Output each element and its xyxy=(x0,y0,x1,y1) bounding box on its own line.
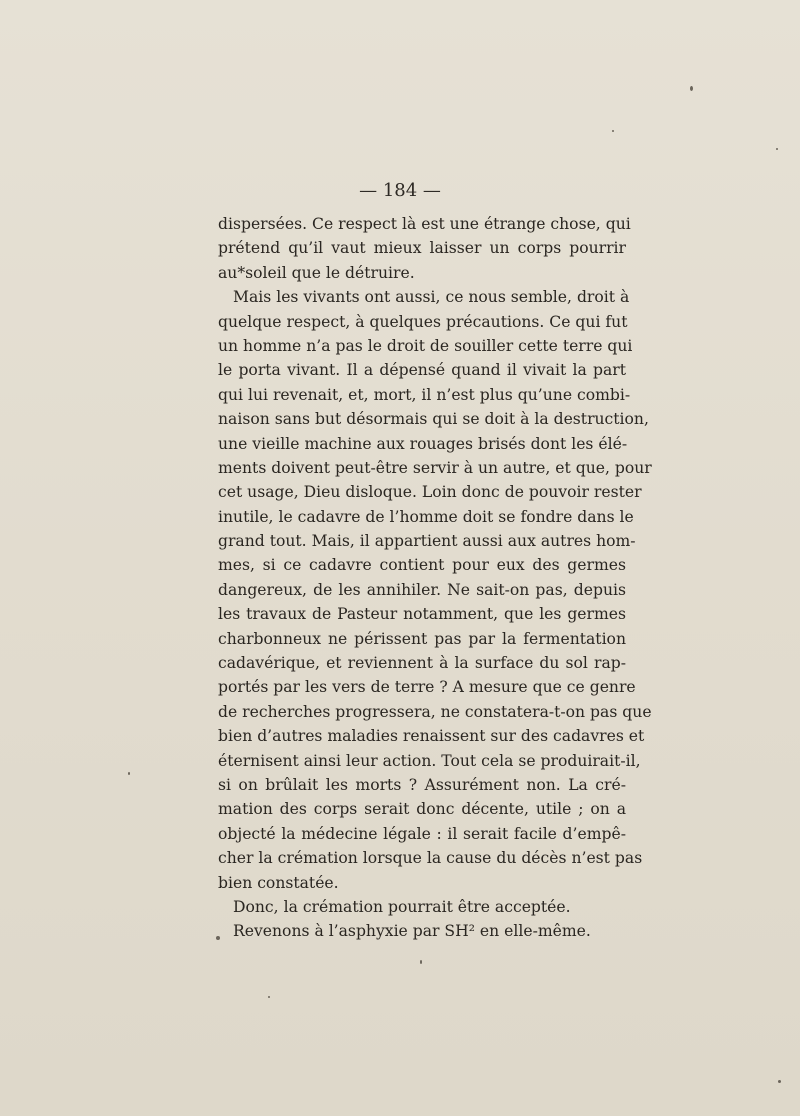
page-number: — 184 — xyxy=(359,180,441,201)
paper-speck xyxy=(216,936,220,940)
text-line: inutile, le cadavre de l’homme doit se fondre dans le xyxy=(218,507,634,526)
text-line: au*soleil que le détruire. xyxy=(218,263,415,282)
text-line: Mais les vivants ont aussi, ce nous semble, droit à xyxy=(233,288,630,307)
text-line: si on brûlait les morts ? Assurément non. La cré- xyxy=(218,775,626,794)
text-line: mes, si ce cadavre contient pour eux des germes xyxy=(218,556,626,575)
text-line: bien d’autres maladies renaissent sur des cadavres et xyxy=(218,727,645,746)
paper-speck xyxy=(776,148,778,150)
body-text xyxy=(218,212,652,944)
paper-speck xyxy=(128,772,130,775)
text-line: objecté la médecine légale : il serait facile d’empê- xyxy=(218,824,626,843)
text-line: dangereux, de les annihiler. Ne sait-on pas, depuis xyxy=(218,580,626,599)
text-line: de recherches progressera, ne constatera-t-on pas que xyxy=(218,702,652,721)
text-line: Donc, la crémation pourrait être acceptée. xyxy=(233,897,571,916)
text-line: cet usage, Dieu disloque. Loin donc de pouvoir rester xyxy=(218,483,642,502)
paper-speck xyxy=(420,960,422,964)
paper-speck xyxy=(690,86,693,91)
text-line: portés par les vers de terre ? A mesure que ce genre xyxy=(218,678,636,697)
text-line: naison sans but désormais qui se doit à la destruction, xyxy=(218,410,649,429)
text-line: prétend qu’il vaut mieux laisser un corps pourrir xyxy=(218,239,626,258)
text-line: quelque respect, à quelques précautions. Ce qui fut xyxy=(218,312,628,331)
text-line: un homme n’a pas le droit de souiller cette terre qui xyxy=(218,336,633,355)
text-line: grand tout. Mais, il appartient aussi aux autres hom- xyxy=(218,532,636,551)
text-line: les travaux de Pasteur notamment, que les germes xyxy=(218,605,626,624)
text-line: le porta vivant. Il a dépensé quand il vivait la part xyxy=(218,361,626,380)
text-line: cher la crémation lorsque la cause du décès n’est pas xyxy=(218,849,643,868)
text-line: une vieille machine aux rouages brisés dont les élé- xyxy=(218,434,628,453)
text-line: Revenons à l’asphyxie par SH² en elle-même. xyxy=(233,922,591,941)
paper-speck xyxy=(778,1080,781,1083)
paper-speck xyxy=(268,996,270,998)
text-line: qui lui revenait, et, mort, il n’est plus qu’une combi- xyxy=(218,385,631,404)
text-line: bien constatée. xyxy=(218,873,339,892)
text-line: mation des corps serait donc décente, utile ; on a xyxy=(218,800,626,819)
paper-speck xyxy=(612,130,614,132)
text-line: charbonneux ne périssent pas par la fermentation xyxy=(218,629,626,648)
text-line: cadavérique, et reviennent à la surface du sol rap- xyxy=(218,654,626,673)
text-line: dispersées. Ce respect là est une étrange chose, qui xyxy=(218,215,631,233)
text-line: éternisent ainsi leur action. Tout cela se produirait-il, xyxy=(218,751,641,770)
text-line: ments doivent peut-être servir à un autre, et que, pour xyxy=(218,458,652,477)
